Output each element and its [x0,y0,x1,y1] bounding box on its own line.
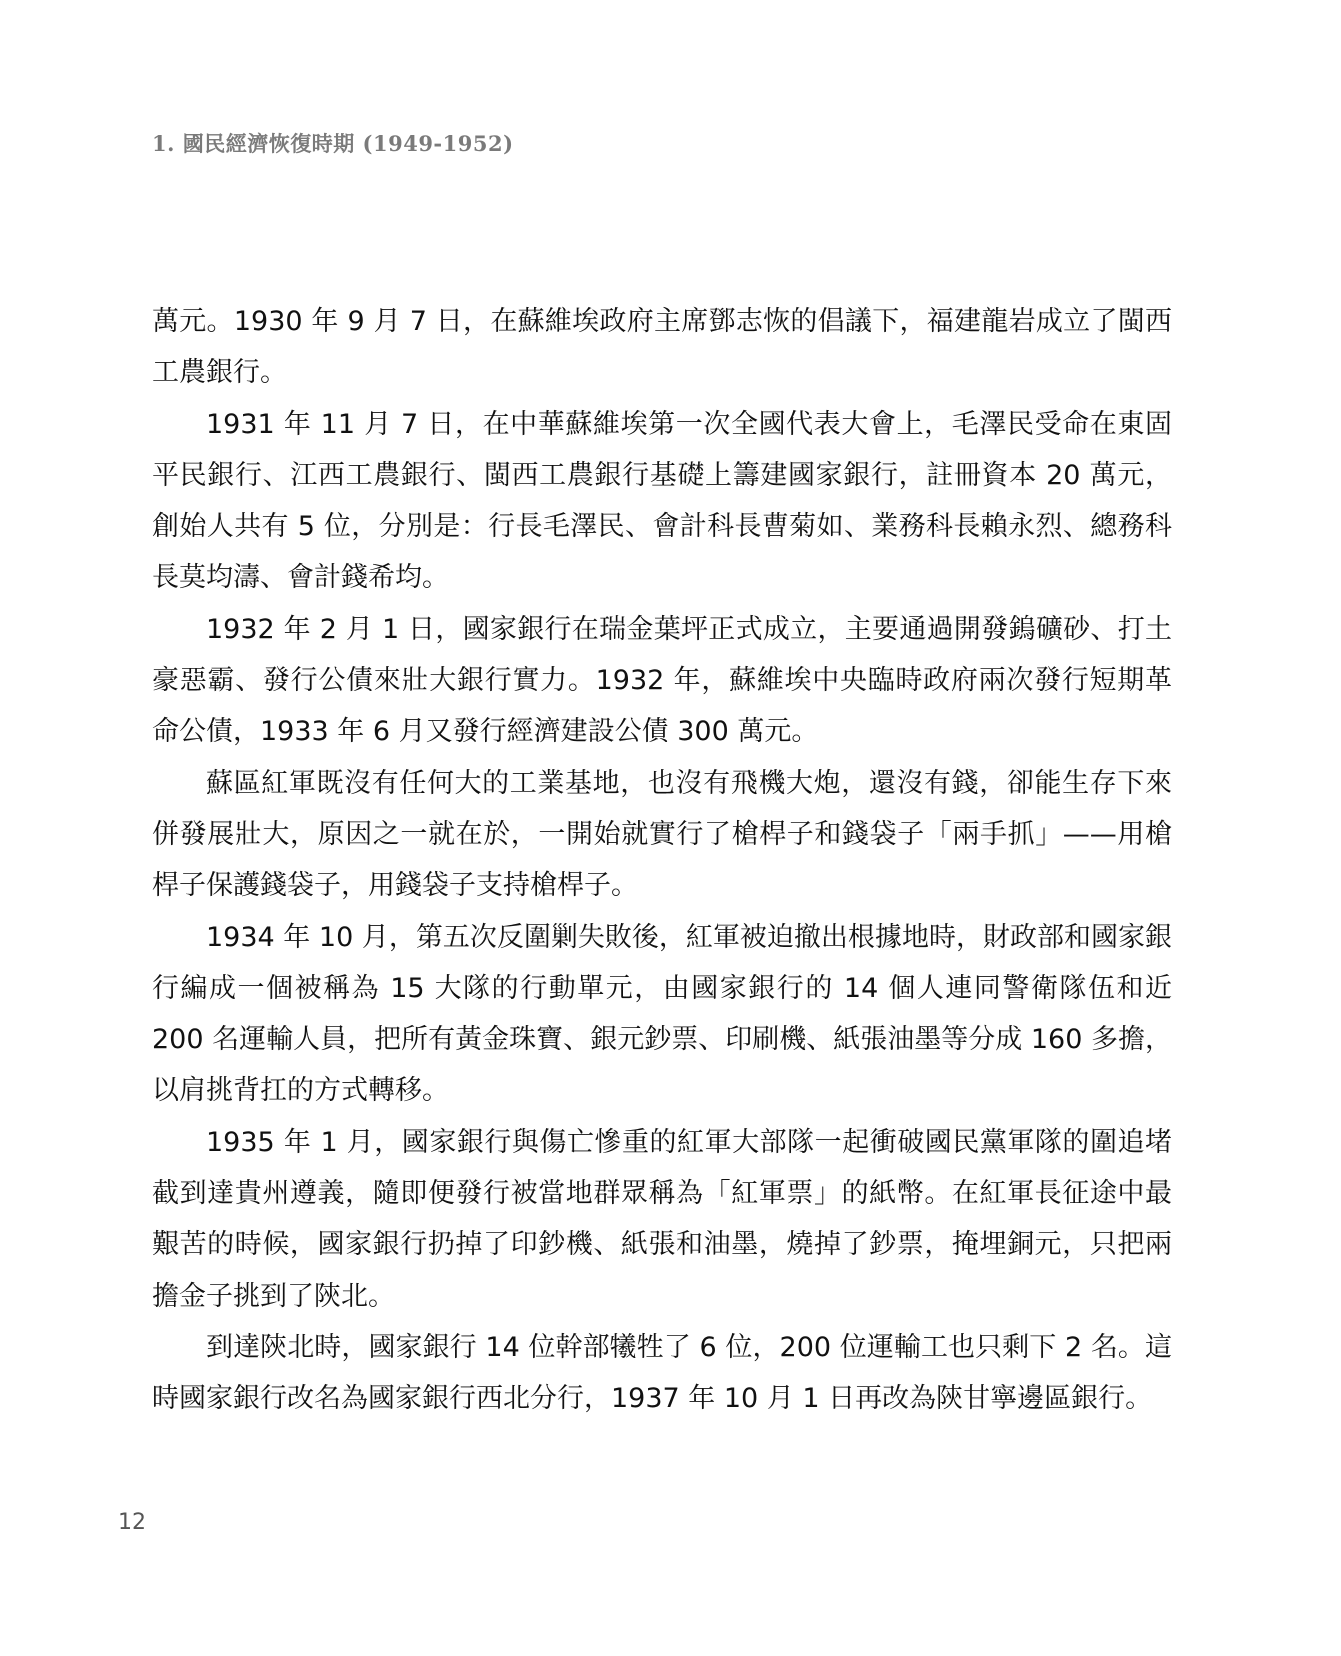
paragraph-3: 1932 年 2 月 1 日，國家銀行在瑞金葉坪正式成立，主要通過開發鎢礦砂、打土豪惡霸、發行公債來壯大銀行實力。1932 年，蘇維埃中央臨時政府兩次發行短期革命公債，1933 年 6 月又發行經濟建設公債 300 萬元。 [152,613,1172,748]
paragraph-6: 1935 年 1 月，國家銀行與傷亡慘重的紅軍大部隊一起衝破國民黨軍隊的圍追堵截到達貴州遵義，隨即便發行被當地群眾稱為「紅軍票」的紙幣。在紅軍長征途中最艱苦的時候，國家銀行扔掉了印鈔機、紙張和油墨，燒掉了鈔票，掩埋銅元，只把兩擔金子挑到了陝北。 [152,1126,1172,1312]
paragraph-7: 到達陝北時，國家銀行 14 位幹部犧牲了 6 位，200 位運輸工也只剩下 2 名。這時國家銀行改名為國家銀行西北分行，1937 年 10 月 1 日再改為陝甘寧邊區銀行。 [152,1331,1172,1415]
paragraph-1: 萬元。1930 年 9 月 7 日，在蘇維埃政府主席鄧志恢的倡議下，福建龍岩成立了閩西工農銀行。 [152,306,1172,389]
paragraph-5: 1934 年 10 月，第五次反圍剿失敗後，紅軍被迫撤出根據地時，財政部和國家銀行編成一個被稱為 15 大隊的行動單元，由國家銀行的 14 個人連同警衛隊伍和近 200 名運輸人員，把所有黃金珠寶、銀元鈔票、印刷機、紙張油墨等分成 160 多擔，以肩挑背扛的方式轉移。 [152,921,1172,1107]
paragraph-4: 蘇區紅軍既沒有任何大的工業基地，也沒有飛機大炮，還沒有錢，卻能生存下來併發展壯大，原因之一就在於，一開始就實行了槍桿子和錢袋子「兩手抓」——用槍桿子保護錢袋子，用錢袋子支持槍桿子。 [152,767,1172,902]
body-text [152,296,1172,1425]
running-header-title: 1. 國民經濟恢復時期 (1949-1952) [152,131,514,156]
page-number: 12 [118,1510,146,1535]
paragraph-2: 1931 年 11 月 7 日，在中華蘇維埃第一次全國代表大會上，毛澤民受命在東固平民銀行、江西工農銀行、閩西工農銀行基礎上籌建國家銀行，註冊資本 20 萬元，創始人共有 5 位，分別是：行長毛澤民、會計科長曹菊如、業務科長賴永烈、總務科長莫均濤、會計錢希均。 [152,408,1172,594]
